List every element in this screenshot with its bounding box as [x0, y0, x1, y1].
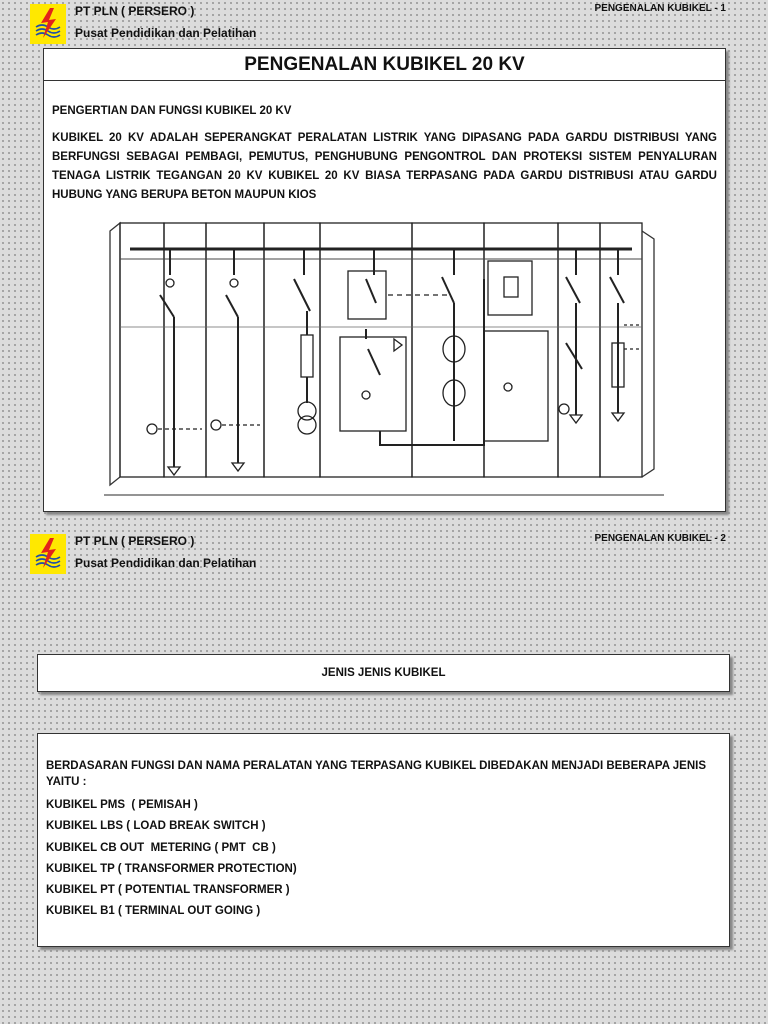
- slide-code: PENGENALAN KUBIKEL - 1: [594, 3, 726, 14]
- company-name: PT PLN ( PERSERO ): [75, 4, 195, 18]
- kubikel-type-list: [46, 795, 721, 923]
- content-box: [43, 80, 726, 512]
- definition-paragraph: KUBIKEL 20 KV ADALAH SEPERANGKAT PERALATAN LISTRIK YANG DIPASANG PADA GARDU DISTRIBUSI YANG BERFUNGSI SEBAGAI PEMBAGI, PEMUTUS, PENGHUBUNG PENGONTROL DAN PROTEKSI SISTEM PENYALURAN TENAGA LISTRIK TEGANGAN 20 KV KUBIKEL 20 KV BIASA TERPASANG PADA GARDU DISTRIBUSI ATAU GARDU HUBUNG YANG BERUPA BETON MAUPUN KIOS: [52, 132, 717, 201]
- list-item: KUBIKEL TP ( TRANSFORMER PROTECTION): [46, 862, 297, 875]
- kubikel-diagram: [104, 219, 668, 502]
- pln-logo-icon: [30, 4, 66, 44]
- list-item: KUBIKEL PT ( POTENTIAL TRANSFORMER ): [46, 884, 290, 897]
- section-heading: PENGERTIAN DAN FUNGSI KUBIKEL 20 KV: [52, 105, 292, 117]
- list-item: KUBIKEL PMS ( PEMISAH ): [46, 799, 198, 811]
- slide-code: PENGENALAN KUBIKEL - 2: [594, 533, 726, 544]
- pln-logo-icon: [30, 534, 66, 574]
- content-box: [37, 733, 730, 947]
- slide-title: JENIS JENIS KUBIKEL: [37, 654, 730, 692]
- slide-title: PENGENALAN KUBIKEL 20 KV: [43, 48, 726, 81]
- intro-text: BERDASARAN FUNGSI DAN NAMA PERALATAN YANG TERPASANG KUBIKEL DIBEDAKAN MENJADI BEBERAPA JENIS YAITU :: [46, 760, 707, 788]
- list-item: KUBIKEL LBS ( LOAD BREAK SWITCH ): [46, 820, 266, 833]
- list-item: KUBIKEL CB OUT METERING ( PMT CB ): [46, 841, 276, 854]
- division-name: Pusat Pendidikan dan Pelatihan: [75, 26, 257, 40]
- slide-2: [0, 530, 768, 1024]
- list-item: KUBIKEL B1 ( TERMINAL OUT GOING ): [46, 905, 261, 918]
- company-name: PT PLN ( PERSERO ): [75, 534, 195, 548]
- division-name: Pusat Pendidikan dan Pelatihan: [75, 556, 257, 570]
